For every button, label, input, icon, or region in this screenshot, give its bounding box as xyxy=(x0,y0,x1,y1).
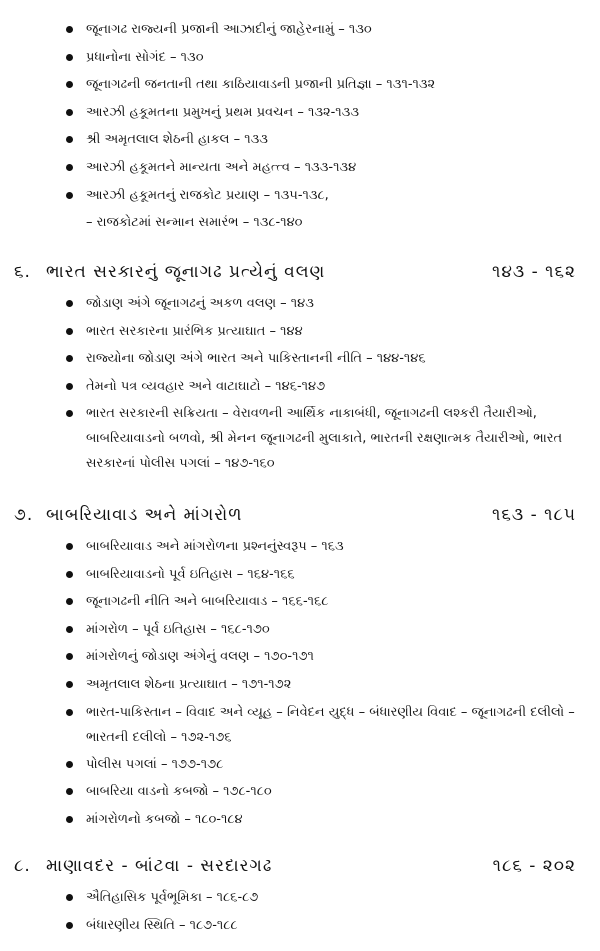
list-item xyxy=(0,884,600,912)
bullet-icon xyxy=(66,109,73,116)
list-item-text: બાબરિયાવાડ અને માંગરોળના પ્રશ્નનુંસ્વરૂપ – ૧૬૩ xyxy=(86,539,344,554)
section-8-item-list xyxy=(0,884,600,939)
section-heading xyxy=(0,497,600,533)
list-item-text: તેમનો પત્ર વ્યવહાર અને વાટાઘાટો – ૧૪૬-૧૪૭ xyxy=(86,378,326,394)
list-item xyxy=(0,806,600,834)
list-item-text: બાબરિયા વાડનો કબજો – ૧૭૮-૧૮૦ xyxy=(86,784,272,800)
list-item-text: જૂનાગઢ રાજ્યની પ્રજાની આઝાદીનું જાહેરનામું – ૧૩૦ xyxy=(86,22,372,37)
list-item xyxy=(0,126,600,154)
list-item-text: જૂનાગઢની જનતાની તથા કાઠિયાવાડની પ્રજાની પ્રતિજ્ઞા – ૧૩૧-૧૩૨ xyxy=(86,77,436,93)
list-item-text: શ્રી અમૃતલાલ શેઠની હાકલ – ૧૩૩ xyxy=(86,132,268,148)
list-item-text: પોલીસ પગલાં – ૧૭૭-૧૭૮ xyxy=(86,756,224,772)
section-heading xyxy=(0,254,600,290)
section-page-range: ૧૬૩ - ૧૮૫ xyxy=(492,505,576,525)
section-heading xyxy=(0,848,600,884)
list-item xyxy=(0,616,600,644)
list-item xyxy=(0,71,600,99)
bullet-icon xyxy=(66,81,73,88)
bullet-icon xyxy=(66,709,73,716)
list-item-text: ભારત સરકારની સક્રિયતા – વેરાવળની આર્થિક નાકાબંધી, જૂનાગઢની લશ્કરી તૈયારીઓ, બાબરિયાવાડનો બળવો, શ્રી મેનન જૂનાગઢની મુલાકાતે, ભારતની રક્ષણાત્મક તૈયારીઓ, ભારત સરકારનાં પોલીસ પગલાં – ૧૪૭-૧૬૦ xyxy=(86,406,563,472)
list-item-text: – રાજકોટમાં સન્માન સમારંભ – ૧૩૮-૧૪૦ xyxy=(86,215,303,231)
list-item-text: બંધારણીય સ્થિતિ – ૧૮૭-૧૮૮ xyxy=(86,917,238,933)
section-7-item-list xyxy=(0,533,600,833)
list-item-text: ભારત સરકારના પ્રારંભિક પ્રત્યાઘાત – ૧૪૪ xyxy=(86,323,303,339)
list-item xyxy=(0,16,600,44)
bullet-icon xyxy=(66,328,73,335)
bullet-icon xyxy=(66,300,73,307)
bullet-icon xyxy=(66,54,73,61)
section-6-item-list xyxy=(0,290,600,477)
list-item xyxy=(0,671,600,699)
bullet-icon xyxy=(66,894,73,901)
list-item xyxy=(0,699,600,751)
bullet-icon xyxy=(66,383,73,390)
section-page-range: ૧૪૩ - ૧૬૨ xyxy=(492,262,576,282)
section-title: માણાવદર - બાંટવા - સરદારગઢ xyxy=(46,856,273,876)
list-item-text: ભારત-પાકિસ્તાન – વિવાદ અને વ્યૂહ – નિવેદન યુદ્ધ – બંધારણીય વિવાદ – જૂનાગઢની દલીલો –ભારતની દલીલો – ૧૭૨-૧૭૬ xyxy=(86,704,575,745)
section-number: ૮. xyxy=(14,856,31,876)
bullet-icon xyxy=(66,922,73,929)
bullet-icon xyxy=(66,410,73,417)
list-item xyxy=(0,561,600,589)
bullet-icon xyxy=(66,164,73,171)
list-item xyxy=(0,154,600,182)
list-item-text: પ્રધાનોના સોગંદ – ૧૩૦ xyxy=(86,49,204,65)
list-item xyxy=(0,533,600,561)
section-5-item-list xyxy=(0,16,600,237)
bullet-icon xyxy=(66,788,73,795)
list-item-text: જોડાણ અંગે જૂનાગઢનું અકળ વલણ – ૧૪૩ xyxy=(86,296,314,311)
list-item-text: અમૃતલાલ શેઠના પ્રત્યાઘાત – ૧૭૧-૧૭૨ xyxy=(86,676,292,692)
list-item-text: ઐતિહાસિક પૂર્વભૂમિકા – ૧૮૬-૮૭ xyxy=(86,890,259,905)
list-item xyxy=(0,182,600,210)
section-7 xyxy=(0,497,600,833)
list-item-text: આરઝી હકૂમતને માન્યતા અને મહત્ત્વ – ૧૩૩-૧૩૪ xyxy=(86,159,357,175)
section-8 xyxy=(0,848,600,939)
bullet-icon xyxy=(66,653,73,660)
bullet-icon xyxy=(66,626,73,633)
list-item xyxy=(0,99,600,127)
bullet-icon xyxy=(66,816,73,823)
bullet-icon xyxy=(66,571,73,578)
list-item-continuation xyxy=(0,209,600,237)
list-item xyxy=(0,912,600,940)
list-item xyxy=(0,373,600,401)
list-item-text: આરઝી હકૂમતના પ્રમુખનું પ્રથમ પ્રવચન – ૧૩૨-૧૩૩ xyxy=(86,104,359,120)
list-item xyxy=(0,44,600,72)
section-title: ભારત સરકારનું જૂનાગઢ પ્રત્યેનું વલણ xyxy=(46,262,326,282)
section-number: ૬. xyxy=(14,262,31,282)
list-item-text: માંગરોળ – પૂર્વ ઇતિહાસ – ૧૬૮-૧૭૦ xyxy=(86,621,270,637)
bullet-icon xyxy=(66,681,73,688)
list-item xyxy=(0,588,600,616)
bullet-icon xyxy=(66,543,73,550)
list-item-text: રાજ્યોના જોડાણ અંગે ભારત અને પાકિસ્તાનની નીતિ – ૧૪૪-૧૪૬ xyxy=(86,351,426,367)
list-item xyxy=(0,290,600,318)
list-item-text: જૂનાગઢની નીતિ અને બાબરિયાવાડ – ૧૬૬-૧૬૮ xyxy=(86,594,329,610)
section-title: બાબરિયાવાડ અને માંગરોળ xyxy=(46,505,243,525)
list-item-text: માંગરોળનું જોડાણ અંગેનું વલણ – ૧૭૦-૧૭૧ xyxy=(86,649,314,665)
list-item-text: આરઝી હકૂમતનું રાજકોટ પ્રયાણ – ૧૩૫-૧૩૮, xyxy=(86,187,329,203)
bullet-icon xyxy=(66,355,73,362)
section-page-range: ૧૮૬ - ૨૦૨ xyxy=(492,856,576,876)
bullet-icon xyxy=(66,598,73,605)
list-item xyxy=(0,643,600,671)
list-item xyxy=(0,778,600,806)
bullet-icon xyxy=(66,26,73,33)
bullet-icon xyxy=(66,136,73,143)
section-5-tail xyxy=(0,16,600,237)
bullet-icon xyxy=(66,192,73,199)
section-6 xyxy=(0,254,600,477)
bullet-icon xyxy=(66,761,73,768)
list-item-text: માંગરોળનો કબજો – ૧૮૦-૧૮૪ xyxy=(86,811,243,827)
list-item xyxy=(0,400,600,477)
section-number: ૭. xyxy=(14,505,34,525)
list-item-text: બાબરિયાવાડનો પૂર્વ ઇતિહાસ – ૧૬૪-૧૬૬ xyxy=(86,566,295,582)
list-item xyxy=(0,751,600,779)
list-item xyxy=(0,318,600,346)
list-item xyxy=(0,345,600,373)
